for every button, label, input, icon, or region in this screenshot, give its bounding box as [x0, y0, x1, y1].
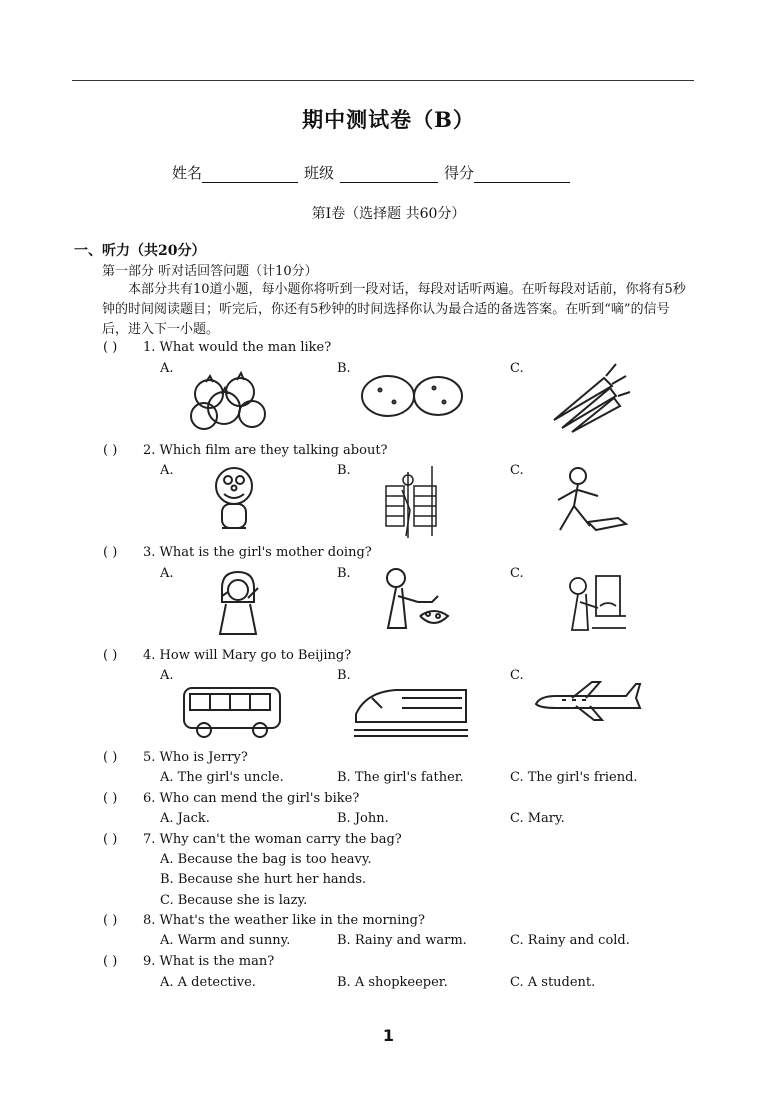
- student-info-line: [172, 162, 576, 183]
- woman-cooking-picture: [556, 566, 628, 640]
- answer-bracket[interactable]: ( ): [103, 832, 118, 847]
- option-b-label[interactable]: B.: [337, 463, 351, 478]
- class-blank[interactable]: [340, 164, 438, 183]
- answer-bracket[interactable]: ( ): [103, 340, 118, 355]
- question-8: 8. What's the weather like in the morning?: [143, 913, 425, 928]
- option-b[interactable]: B. Because she hurt her hands.: [160, 872, 367, 887]
- option-b[interactable]: B. Rainy and warm.: [337, 933, 467, 948]
- bus-picture: [180, 684, 286, 742]
- potatoes-picture: [358, 368, 468, 420]
- option-a[interactable]: A. The girl's uncle.: [160, 770, 284, 785]
- question-1: 1. What would the man like?: [143, 340, 332, 355]
- option-c[interactable]: C. Rainy and cold.: [510, 933, 630, 948]
- option-b-label[interactable]: B.: [337, 566, 351, 581]
- part-heading: 第Ⅰ卷（选择题 共60分）: [311, 206, 466, 222]
- score-label: 得分: [444, 164, 475, 182]
- page-title: 期中测试卷（B）: [302, 107, 475, 132]
- spiderman-picture: [548, 464, 630, 540]
- option-a-label[interactable]: A.: [160, 463, 174, 478]
- option-a-label[interactable]: A.: [160, 361, 174, 376]
- score-blank[interactable]: [474, 164, 570, 183]
- section-heading: 一、听力（共20分）: [74, 243, 206, 259]
- page-number: 1: [382, 1026, 395, 1045]
- option-a-label[interactable]: A.: [160, 566, 174, 581]
- top-rule: [72, 80, 694, 81]
- option-a-label[interactable]: A.: [160, 668, 174, 683]
- option-c-label[interactable]: C.: [510, 361, 524, 376]
- doraemon-picture: [208, 464, 260, 540]
- question-6: 6. Who can mend the girl's bike?: [143, 791, 360, 806]
- question-5: 5. Who is Jerry?: [143, 750, 248, 765]
- question-3: 3. What is the girl's mother doing?: [143, 545, 372, 560]
- option-c-label[interactable]: C.: [510, 463, 524, 478]
- class-label: 班级: [304, 164, 335, 182]
- answer-bracket[interactable]: ( ): [103, 648, 118, 663]
- answer-bracket[interactable]: ( ): [103, 791, 118, 806]
- woman-phoning-picture: [208, 568, 268, 638]
- option-c-label[interactable]: C.: [510, 566, 524, 581]
- option-c[interactable]: C. The girl's friend.: [510, 770, 638, 785]
- subsection-heading: 第一部分 听对话回答问题（计10分）: [102, 264, 318, 279]
- option-b-label[interactable]: B.: [337, 361, 351, 376]
- question-9: 9. What is the man?: [143, 954, 275, 969]
- answer-bracket[interactable]: ( ): [103, 954, 118, 969]
- option-a[interactable]: A. A detective.: [160, 975, 256, 990]
- answer-bracket[interactable]: ( ): [103, 913, 118, 928]
- instructions-paragraph: 本部分共有10道小题，每小题你将听到一段对话，每段对话听两遍。在听每段对话前，你将有5秒钟的时间阅读题目；听完后，你还有5秒钟的时间选择你认为最合适的备选答案。在听到“嘀”的信号后，进入下一小题。: [102, 282, 686, 337]
- option-b-label[interactable]: B.: [337, 668, 351, 683]
- plane-picture: [532, 680, 642, 724]
- woman-watering-flowers-picture: [374, 566, 450, 640]
- question-7: 7. Why can't the woman carry the bag?: [143, 832, 402, 847]
- option-b[interactable]: B. A shopkeeper.: [337, 975, 448, 990]
- question-2: 2. Which film are they talking about?: [143, 443, 388, 458]
- answer-bracket[interactable]: ( ): [103, 545, 118, 560]
- name-blank[interactable]: [202, 164, 298, 183]
- answer-bracket[interactable]: ( ): [103, 443, 118, 458]
- detective-film-picture: [378, 462, 442, 542]
- option-c[interactable]: C. Mary.: [510, 811, 565, 826]
- option-a[interactable]: A. Because the bag is too heavy.: [160, 852, 372, 867]
- question-4: 4. How will Mary go to Beijing?: [143, 648, 352, 663]
- option-c[interactable]: C. A student.: [510, 975, 596, 990]
- tomatoes-picture: [184, 364, 274, 434]
- option-b[interactable]: B. John.: [337, 811, 389, 826]
- train-picture: [352, 684, 470, 742]
- option-c[interactable]: C. Because she is lazy.: [160, 893, 308, 908]
- answer-bracket[interactable]: ( ): [103, 750, 118, 765]
- name-label: 姓名: [172, 164, 203, 182]
- option-a[interactable]: A. Jack.: [160, 811, 210, 826]
- option-b[interactable]: B. The girl's father.: [337, 770, 464, 785]
- carrots-picture: [544, 360, 634, 438]
- option-c-label[interactable]: C.: [510, 668, 524, 683]
- option-a[interactable]: A. Warm and sunny.: [160, 933, 291, 948]
